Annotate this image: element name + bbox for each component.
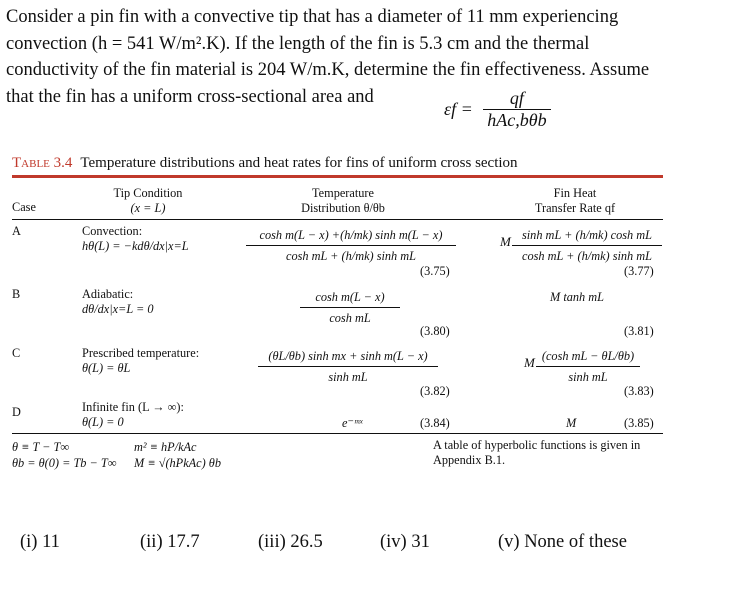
question-text (6, 4, 736, 110)
row-case-d: D (12, 405, 21, 419)
row-b-heat-eqnum: (3.81) (624, 324, 654, 338)
row-a-tip: Convection: hθ(L) = −kdθ/dx|x=L (82, 224, 189, 253)
table-top-rule (12, 175, 663, 178)
header-case: Case (12, 200, 36, 214)
equation-lhs: εf = (444, 99, 473, 119)
row-a-heat-eqnum: (3.77) (624, 264, 654, 278)
row-c-heat-prefix: M (524, 355, 535, 370)
footnote-m-def: m² ≡ hP/kAc (134, 440, 197, 454)
row-a-temp: $\frac{\text{cosh m(L − x) +(h/mk) sinh m(L − x)}}{\text{cosh mL + (h/mk) sinh mL}}$ (246, 228, 456, 264)
question-line: Consider a pin fin with a convective tip that has a diameter of 11 mm experiencing (6, 7, 619, 27)
header-tip-condition: Tip Condition (x = L) (113, 186, 183, 215)
effectiveness-equation (444, 88, 551, 131)
row-b-temp-eqnum: (3.80) (420, 324, 450, 338)
equation-fraction (483, 88, 550, 131)
row-d-temp-eqnum: (3.84) (420, 416, 450, 430)
question-line: convection (h = 541 W/m².K). If the length of the fin is 5.3 cm and the thermal (6, 33, 590, 54)
row-b-heat: M tanh mL (550, 290, 604, 304)
row-c-heat: $\frac{\text{(cosh mL − θL/θb)}}{\text{sinh mL}}$ (536, 349, 640, 385)
table-number: Table 3.4 (12, 155, 73, 171)
header-heat-rate: Fin Heat Transfer Rate qf (534, 186, 616, 215)
row-a-heat: $\frac{\text{sinh mL + (h/mk) cosh mL}}{\text{cosh mL + (h/mk) sinh mL}}$ (512, 228, 662, 264)
footnote-M-def: M ≡ √(hPkAc) θb (134, 456, 221, 470)
option-v[interactable]: (v) None of these (498, 532, 627, 552)
option-iv[interactable]: (iv) 31 (380, 532, 430, 552)
option-ii[interactable]: (ii) 17.7 (140, 532, 200, 552)
row-d-temp: e⁻ᵐˣ (342, 416, 363, 430)
row-a-heat-prefix: M (500, 234, 511, 249)
table-caption (12, 156, 518, 171)
option-i[interactable]: (i) 11 (20, 532, 60, 552)
header-rule (12, 219, 663, 220)
row-case-b: B (12, 287, 21, 301)
row-c-heat-eqnum: (3.83) (624, 384, 654, 398)
row-c-temp-eqnum: (3.82) (420, 384, 450, 398)
equation-numerator: qf (483, 88, 550, 110)
row-d-heat-eqnum: (3.85) (624, 416, 654, 430)
row-d-tip: Infinite fin (L → ∞): θ(L) = 0 (82, 400, 184, 429)
footnote-note: A table of hyperbolic functions is given in Appendix B.1. (433, 438, 641, 467)
row-c-tip: Prescribed temperature: θ(L) = θL (82, 346, 200, 375)
equation-denominator: hAc,bθb (487, 110, 547, 130)
row-a-temp-eqnum: (3.75) (420, 264, 450, 278)
row-b-temp: $\frac{\text{cosh m(L − x)}}{\text{cosh mL}}$ (300, 290, 400, 326)
row-d-heat: M (566, 416, 577, 430)
table-title: Temperature distributions and heat rates for fins of uniform cross section (80, 155, 518, 171)
footnote-theta-def: θ ≡ T − T∞ (12, 440, 70, 454)
row-case-a: A (12, 224, 21, 238)
header-temperature: Temperature Distribution θ/θb (301, 186, 385, 215)
row-case-c: C (12, 346, 21, 360)
question-line: conductivity of the fin material is 204 W/m.K, determine the fin effectiveness. Assume (6, 60, 650, 80)
footnote-thetab-def: θb = θ(0) = Tb − T∞ (12, 456, 117, 470)
table-bottom-rule (12, 433, 663, 434)
question-line: that the fin has a uniform cross-sectional area and (6, 86, 374, 107)
option-iii[interactable]: (iii) 26.5 (258, 532, 323, 552)
row-c-temp: $\frac{\text{(θL/θb) sinh mx + sinh m(L − x)}}{\text{sinh mL}}$ (258, 349, 438, 385)
row-b-tip: Adiabatic: dθ/dx|x=L = 0 (82, 287, 154, 316)
